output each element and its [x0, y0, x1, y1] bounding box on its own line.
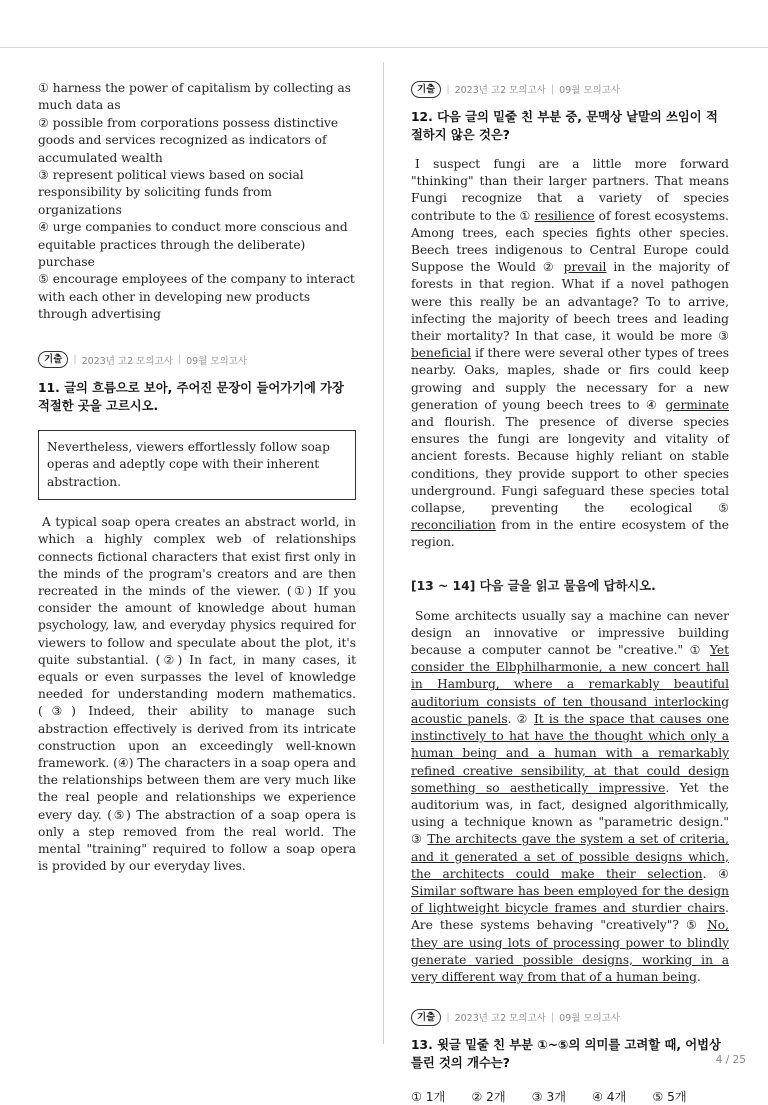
q13-meta-exam: 09월 모의고사 [559, 1013, 621, 1025]
underline-germinate: germinate [665, 397, 729, 412]
underline-5: No, they are using lots of processing power to blindly generate varied possible designs, working in a very different way from that of a human being [411, 918, 729, 984]
option-2: ② possible from corporations possess distinctive goods and services recognized as indicators of accumulated wealth [38, 115, 339, 165]
option-3: ③ represent political views based on social responsibility by soliciting funds from organizations [38, 168, 304, 217]
q11-title: 11. 글의 흐름으로 보아, 주어진 문장이 들어가기에 가장 적절한 곳을 고르시오. [38, 380, 344, 413]
page-number: 4 / 25 [715, 1054, 746, 1066]
underline-beneficial: beneficial [411, 346, 472, 361]
q12-passage: I suspect fungi are a little more forward "thinking" than their larger partners. That means Fungi recognize that a variety of species contribute to the ① resilience of forest ecosystems. Among trees, each species fights other species. Beech trees indigenous to Central Europe could Suppose the Would ② prevail in the majority of forests in that region. What if a novel pathogen were this really be an advantage? To to arrive, infecting the majority of beech trees and leading their mortality? In that case, it would be more ③ beneficial if there were several other types of trees nearby. Oaks, maples, shade or firs could keep growing and supply the necessary for a new generation of young beech trees to ④ germinate and flourish. The presence of diverse species ensures the fungi are longevity and vitality of ancient forests. Because highly reliant on stable conditions, they provide support to other species underground. Fungi safeguard these species total collapse, preventing the ecological ⑤ reconciliation from in the entire ecosystem of the region. [411, 157, 730, 550]
column-divider [383, 62, 384, 1044]
q11-passage: A typical soap opera creates an abstract world, in which a highly complex web of relationships connects fictional characters that exist first only in the minds of the program's creators and are then recreated in the minds of the viewer. (①) If you consider the amount of knowledge about human psychology, law, and everyday physics required for viewers to follow and speculate about the plot, it's quite substantial. (②) In fact, in many cases, it equals or even surpasses the level of knowledge needed for understanding modern mathematics. (③) Indeed, their ability to manage such abstraction effectively is derived from its intricate construction upon an exceedingly well-known framework. (④) The characters in a soap opera and the relationships between them are very much like the real people and relationships we experience every day. (⑤) The abstraction of a soap opera is only a step removed from the real world. The mental "training" required to follow a soap opera is provided by our everyday lives. [38, 515, 356, 874]
q11-meta-year: 2023년 고2 모의고사 [81, 355, 173, 367]
underline-1: Yet consider the Elbphilharmonie, a new concert hall in Hamburg, where a remarkably beautiful auditorium consists of ten thousand interlocking acoustic panels [411, 643, 729, 726]
q11-meta: 기출 | 2023년 고2 모의고사 | 09월 모의고사 [38, 351, 356, 369]
q11-given-sentence: Nevertheless, viewers effortlessly follow soap operas and adeptly cope with their inherent abstraction. [38, 430, 356, 501]
option-1: ① harness the power of capitalism by collecting as much data as [38, 81, 352, 113]
q11-meta-exam: 09월 모의고사 [186, 355, 248, 367]
underline-4: Similar software has been employed for the design of lightweight bicycle frames and sturdier chairs [411, 883, 729, 916]
passage-13-14: Some architects usually say a machine can never design an innovative or impressive building because a computer cannot be "creative." ① Yet consider the Elbphilharmonie, a new concert hall in Hamburg, where a remarkably beautiful auditorium consists of ten thousand interlocking acoustic panels. ② It is the space that causes one instinctively to hat have the thought which only a human being and a human with a remarkably refined creative sensibility, at that could design something so aesthetically impressive. Yet the auditorium was, in fact, designed algorithmically, using a technique known as "parametric design." ③ The architects gave the system a set of criteria, and it generated a set of possible designs which, the architects could make their selection. ④ Similar software has been employed for the design of lightweight bicycle frames and sturdier chairs. Are these systems behaving "creatively"? ⑤ No, they are using lots of processing power to blindly generate varied possible designs, working in a very different way from that of a human being. [411, 608, 730, 984]
q12-meta-year: 2023년 고2 모의고사 [454, 85, 546, 96]
header-rule [0, 47, 768, 48]
q13-tag: 기출 [411, 1009, 441, 1026]
q12-meta: 기출 | 2023년 고2 모의고사 | 09월 모의고사 [411, 80, 729, 98]
option-4: ④ urge companies to conduct more conscious and equitable practices through the deliberate) purchase [38, 220, 348, 270]
q13-meta: 기출 | 2023년 고2 모의고사 | 09월 모의고사 [411, 1008, 729, 1026]
underline-resilience: resilience [534, 208, 595, 223]
choice-4[interactable]: ④ 4개 [591, 1090, 627, 1105]
underline-3: The architects gave the system a set of criteria, and it generated a set of possible designs which, the architects could make their selection [411, 832, 729, 881]
left-column [38, 80, 356, 875]
choice-3[interactable]: ③ 3개 [531, 1090, 566, 1105]
q13-title: 13. 윗글 밑줄 친 부분 ①~⑤의 의미를 고려할 때, 어법상 틀린 것의 개수는? [411, 1038, 721, 1071]
q12-tag: 기출 [411, 81, 441, 98]
q13-choices [411, 1088, 729, 1105]
q11-tag: 기출 [38, 351, 68, 368]
choice-5[interactable]: ⑤ 5개 [652, 1090, 687, 1105]
choice-1[interactable]: ① 1개 [411, 1090, 446, 1105]
underline-reconciliation: reconciliation [411, 518, 496, 533]
q12-title: 12. 다음 글의 밑줄 친 부분 중, 문맥상 낱말의 쓰임이 적절하지 않은 것은? [411, 110, 718, 142]
choice-2[interactable]: ② 2개 [471, 1090, 506, 1105]
underline-prevail: prevail [563, 260, 607, 275]
option-5: ⑤ encourage employees of the company to interact with each other in developing new products through advertising [38, 272, 355, 322]
section-13-14-heading: [13 ~ 14] 다음 글을 읽고 물음에 답하시오. [411, 578, 656, 593]
underline-2: It is the space that causes one instinctively to hat have the thought which only a human being and a human with a remarkably refined creative sensibility, at that could design something so aesthetically impressive [411, 711, 730, 795]
q12-meta-exam: 09월 모의고사 [559, 85, 621, 96]
q13-meta-year: 2023년 고2 모의고사 [454, 1013, 546, 1025]
right-column [411, 80, 729, 1105]
